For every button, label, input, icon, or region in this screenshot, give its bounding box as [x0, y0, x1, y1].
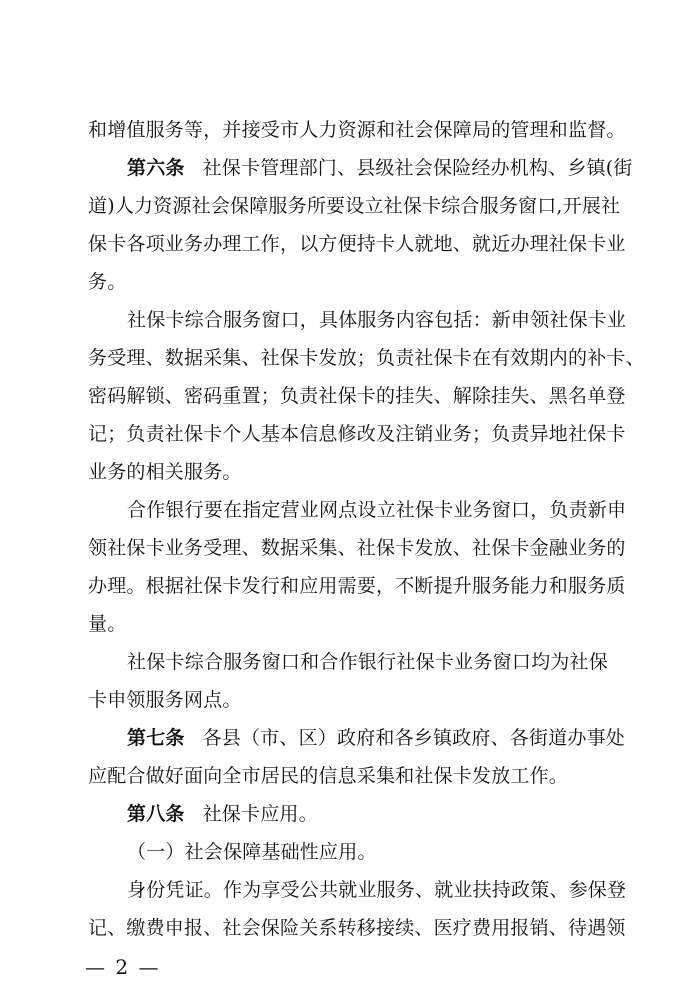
- text-line: 社保卡综合服务窗口，具体服务内容包括：新申领社保卡业: [127, 309, 627, 331]
- text-line: [127, 153, 633, 183]
- text-line: 办理。根据社保卡发行和应用需要，不断提升服务能力和服务质: [88, 575, 626, 597]
- text-line: 量。: [88, 613, 127, 635]
- text-line: 应配合做好面向全市居民的信息采集和社保卡发放工作。: [88, 765, 569, 787]
- text-line: 和增值服务等，并接受市人力资源和社会保障局的管理和监督。: [88, 119, 626, 141]
- text-span: 社保卡管理部门、县级社会保险经办机构、乡镇(街: [202, 157, 633, 179]
- text-line: 卡申领服务网点。: [88, 689, 242, 711]
- text-line: [127, 799, 608, 829]
- text-line: 社保卡综合服务窗口和合作银行社保卡业务窗口均为社保: [127, 651, 608, 673]
- text-line: 务受理、数据采集、社保卡发放；负责社保卡在有效期内的补卡、: [88, 347, 645, 369]
- article-heading: 第六条: [127, 157, 185, 179]
- text-line: 记；负责社保卡个人基本信息修改及注销业务；负责异地社保卡: [88, 423, 626, 445]
- article-heading: 第八条: [127, 803, 185, 825]
- text-line: 道)人力资源社会保障服务所要设立社保卡综合服务窗口,开展社: [88, 195, 621, 217]
- text-line: [127, 723, 626, 753]
- text-line: 身份凭证。作为享受公共就业服务、就业扶持政策、参保登: [127, 879, 627, 901]
- text-line: 合作银行要在指定营业网点设立社保卡业务窗口，负责新申: [127, 499, 627, 521]
- text-line: 记、缴费申报、社会保险关系转移接续、医疗费用报销、待遇领: [88, 917, 626, 939]
- text-line: 领社保卡业务受理、数据采集、社保卡发放、社保卡金融业务的: [88, 537, 626, 559]
- text-line: 密码解锁、密码重置；负责社保卡的挂失、解除挂失、黑名单登: [88, 385, 626, 407]
- text-span: 各县（市、区）政府和各乡镇政府、各街道办事处: [202, 727, 626, 749]
- text-line: 业务的相关服务。: [88, 461, 242, 483]
- article-heading: 第七条: [127, 727, 185, 749]
- section-heading: （一）社会保障基础性应用。: [127, 841, 377, 863]
- text-span: 社保卡应用。: [202, 803, 318, 825]
- text-line: 保卡各项业务办理工作，以方便持卡人就地、就近办理社保卡业: [88, 233, 626, 255]
- page-number: — 2 —: [85, 955, 161, 979]
- text-line: 务。: [88, 271, 127, 293]
